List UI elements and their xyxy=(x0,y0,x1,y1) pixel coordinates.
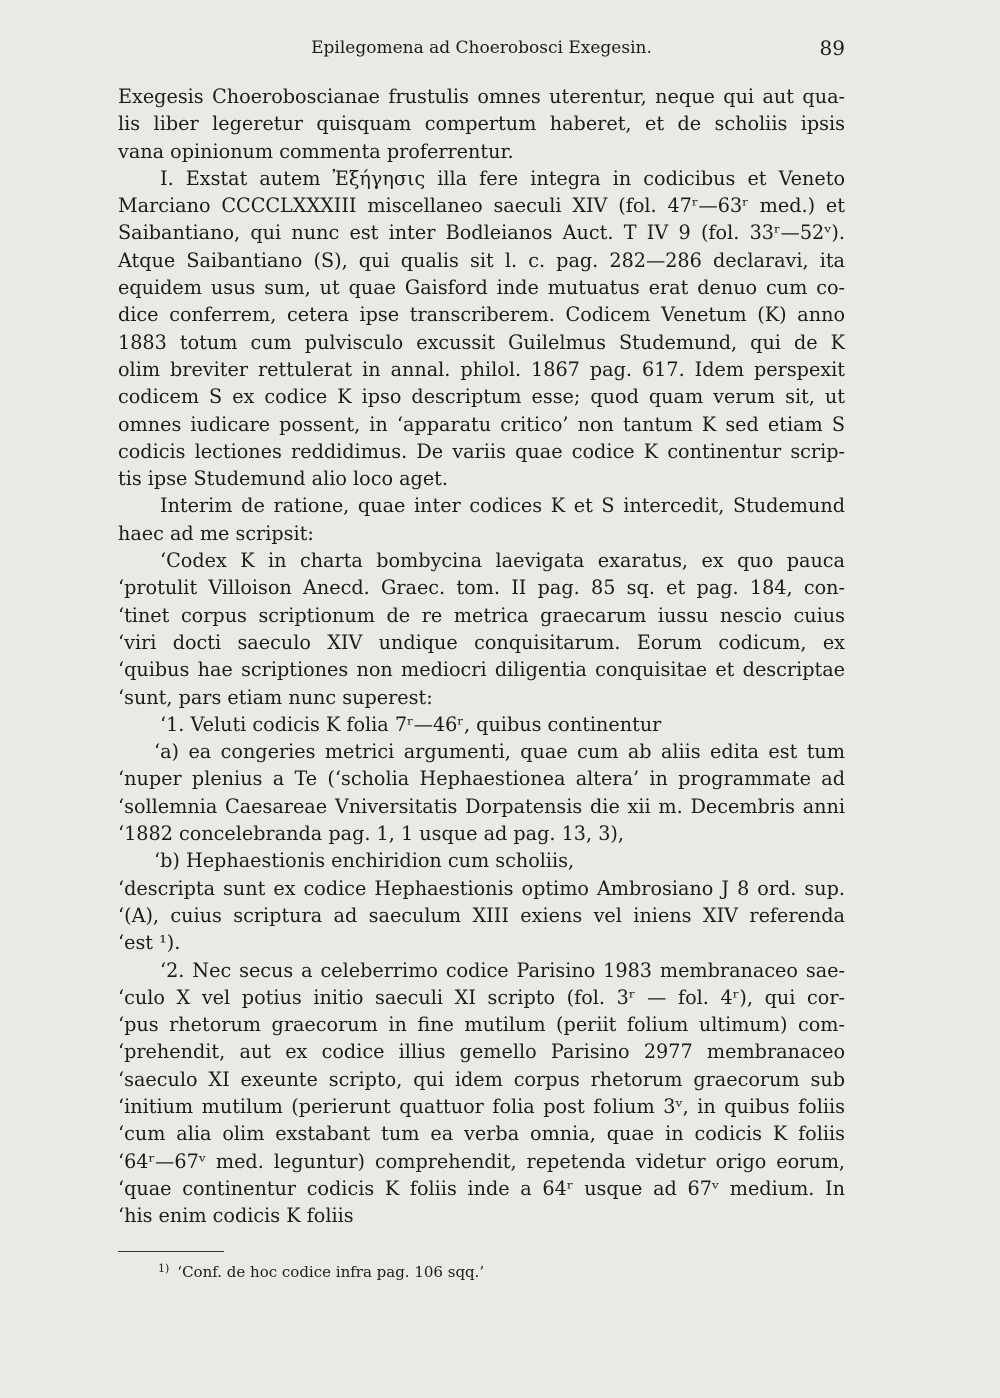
text-line: ‘initium mutilum (perierunt quattuor folia post folium 3ᵛ, in quibus foliis xyxy=(118,1094,845,1118)
text-line: codicem S ex codice K ipso descriptum esse; quod quam verum sit, ut xyxy=(118,385,845,409)
text-line: ‘1882 concelebranda pag. 1, 1 usque ad pag. 13, 3), xyxy=(118,822,624,846)
text-line: ‘his enim codicis K foliis xyxy=(118,1204,354,1228)
text-line: ‘descripta sunt ex codice Hephaestionis optimo Ambrosiano J 8 ord. sup. xyxy=(118,876,845,900)
text-line: ‘1. Veluti codicis K folia 7ʳ—46ʳ, quibus continentur xyxy=(160,712,662,736)
text-line: ‘b) Hephaestionis enchiridion cum scholiis, xyxy=(154,849,575,873)
text-line: ‘nuper plenius a Te (‘scholia Hephaestionea altera’ in programmate ad xyxy=(118,767,845,791)
text-line: ‘64ʳ—67ᵛ med. leguntur) comprehendit, repetenda videtur origo eorum, xyxy=(118,1149,845,1173)
text-line: 1883 totum cum pulvisculo excussit Guilelmus Studemund, qui de K xyxy=(118,330,845,354)
footnote xyxy=(158,1262,484,1281)
text-line: Exegesis Choeroboscianae frustulis omnes uterentur, neque qui aut qua- xyxy=(118,85,845,108)
text-line: I. Exstat autem Ἐξήγησις illa fere integra in codicibus et Veneto xyxy=(160,166,845,190)
text-line: ‘quae continentur codicis K foliis inde a 64ʳ usque ad 67ᵛ medium. In xyxy=(118,1176,845,1200)
text-line: equidem usus sum, ut quae Gaisford inde mutuatus erat denuo cum co- xyxy=(118,276,845,300)
body-text xyxy=(118,83,845,1229)
text-line: olim breviter rettulerat in annal. philol. 1867 pag. 617. Idem perspexit xyxy=(118,357,845,381)
page-number: 89 xyxy=(819,36,845,60)
text-line: ‘(A), cuius scriptura ad saeculum XIII exiens vel iniens XIV referenda xyxy=(118,903,845,927)
text-line: tis ipse Studemund alio loco aget. xyxy=(118,467,448,491)
text-line: ‘2. Nec secus a celeberrimo codice Parisino 1983 membranaceo sae- xyxy=(160,958,845,982)
text-line: codicis lectiones reddidimus. De variis quae codice K continentur scrip- xyxy=(118,439,845,463)
page-header xyxy=(118,34,845,66)
text-line: ‘sunt, pars etiam nunc superest: xyxy=(118,685,433,709)
text-line: ‘cum alia olim exstabant tum ea verba omnia, quae in codicis K foliis xyxy=(118,1122,845,1146)
text-line: lis liber legeretur quisquam compertum haberet, et de scholiis ipsis xyxy=(118,112,845,136)
text-line: ‘saeculo XI exeunte scripto, qui idem corpus rhetorum graecorum sub xyxy=(118,1067,845,1091)
text-line: ‘sollemnia Caesareae Vniversitatis Dorpatensis die xii m. Decembris anni xyxy=(118,794,845,818)
running-title: Epilegomena ad Choerobosci Exegesin. xyxy=(311,38,652,58)
text-line: ‘prehendit, aut ex codice illius gemello Parisino 2977 membranaceo xyxy=(118,1040,845,1064)
text-line: ‘est ¹). xyxy=(118,931,181,955)
text-line: Atque Saibantiano (S), qui qualis sit l. c. pag. 282—286 declaravi, ita xyxy=(118,248,845,272)
text-line: ‘culo X vel potius initio saeculi XI scripto (fol. 3ʳ — fol. 4ʳ), qui cor- xyxy=(118,985,845,1009)
text-line: Saibantiano, qui nunc est inter Bodleianos Auct. T IV 9 (fol. 33ʳ—52ᵛ). xyxy=(118,221,845,245)
text-line: ‘Codex K in charta bombycina laevigata exaratus, ex quo pauca xyxy=(160,549,845,573)
text-line: haec ad me scripsit: xyxy=(118,521,314,545)
text-line: ‘pus rhetorum graecorum in fine mutilum (periit folium ultimum) com- xyxy=(118,1013,845,1037)
text-line: ‘a) ea congeries metrici argumenti, quae cum ab aliis edita est tum xyxy=(154,740,845,764)
text-line: Marciano CCCCLXXXIII miscellaneo saeculi XIV (fol. 47ʳ—63ʳ med.) et xyxy=(118,194,845,218)
text-line: vana opinionum commenta proferrentur. xyxy=(118,139,514,163)
text-line: ‘quibus hae scriptiones non mediocri diligentia conquisitae et descriptae xyxy=(118,658,845,682)
text-line: ‘viri docti saeculo XIV undique conquisitarum. Eorum codicum, ex xyxy=(118,630,845,654)
text-line: Interim de ratione, quae inter codices K et S intercedit, Studemund xyxy=(160,494,845,518)
footnote-marker: 1) xyxy=(158,1262,170,1275)
text-line: omnes iudicare possent, in ‘apparatu critico’ non tantum K sed etiam S xyxy=(118,412,845,436)
footnote-text: ‘Conf. de hoc codice infra pag. 106 sqq.’ xyxy=(177,1263,485,1281)
text-line: ‘protulit Villoison Anecd. Graec. tom. II pag. 85 sq. et pag. 184, con- xyxy=(118,576,845,600)
text-line: dice conferrem, cetera ipse transcriberem. Codicem Venetum (K) anno xyxy=(118,303,845,327)
footnote-rule xyxy=(118,1251,224,1252)
text-line: ‘tinet corpus scriptionum de re metrica graecarum iussu nescio cuius xyxy=(118,603,845,627)
